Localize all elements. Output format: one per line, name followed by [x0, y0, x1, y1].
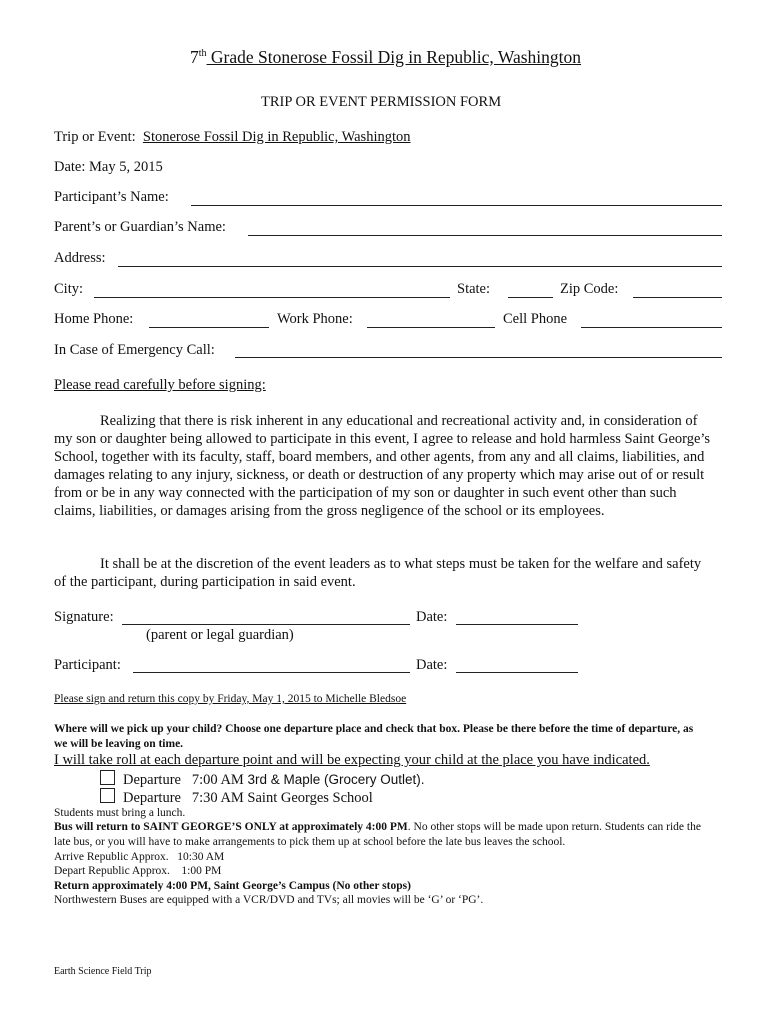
- lunch-note: Students must bring a lunch.: [54, 807, 186, 819]
- state-label: State:: [457, 281, 491, 297]
- waiver-paragraph-1: Realizing that there is risk inherent in any educational and recreational activity and, in consideration of my son or daughter being allowed to participate in this event, I agree to release and hold harmless Saint George’s School, together with its faculty, staff, board members, and other agents, from any and all claims, liabilities, and damages relating to any injury, sickness, or death or destruction of any property which may arise out of or result from or be in any way connected with the participation of my son or daughter in such event other than such claims, liabilities, or damages arising from the gross negligence of the school or its employees.: [54, 413, 711, 519]
- home-phone-field[interactable]: [149, 327, 269, 328]
- signature-date-label: Date:: [416, 609, 448, 625]
- departure-1-time: 7:00 AM: [191, 772, 244, 788]
- roll-note: I will take roll at each departure point and will be expecting your child at the place you have indicated.: [54, 752, 650, 768]
- zip-label: Zip Code:: [560, 281, 619, 297]
- footer-text: Earth Science Field Trip: [54, 966, 152, 977]
- address-field[interactable]: [118, 266, 722, 267]
- emergency-field[interactable]: [235, 357, 722, 358]
- return-time: Return approximately 4:00 PM, Saint George’s Campus (No other stops): [54, 880, 411, 892]
- departure-1-word: Departure: [123, 772, 181, 788]
- state-field[interactable]: [508, 297, 553, 298]
- waiver-heading: Please read carefully before signing:: [54, 377, 266, 393]
- parent-name-field[interactable]: [248, 235, 722, 236]
- bus-return-bold: Bus will return to SAINT GEORGE’S ONLY at approximately 4:00 PM: [54, 821, 408, 833]
- city-label: City:: [54, 281, 84, 297]
- participant-signature-field[interactable]: [133, 672, 410, 673]
- participant-label: Participant:: [54, 657, 121, 673]
- parent-note: (parent or legal guardian): [146, 627, 294, 643]
- depart-time: Depart Republic Approx. 1:00 PM: [54, 865, 222, 877]
- departure-2-checkbox[interactable]: [100, 788, 115, 803]
- home-phone-label: Home Phone:: [54, 311, 134, 327]
- departure-option-1[interactable]: [100, 770, 425, 789]
- parent-name-label: Parent’s or Guardian’s Name:: [54, 219, 226, 235]
- address-label: Address:: [54, 250, 106, 266]
- participant-date-field[interactable]: [456, 672, 578, 673]
- return-note: Please sign and return this copy by Friday, May 1, 2015 to Michelle Bledsoe: [54, 693, 407, 705]
- grade-number: 7: [190, 47, 199, 67]
- departure-option-2[interactable]: [100, 788, 373, 807]
- zip-field[interactable]: [633, 297, 722, 298]
- form-title: TRIP OR EVENT PERMISSION FORM: [261, 94, 502, 110]
- departure-1-place: 3rd & Maple (Grocery Outlet).: [247, 772, 425, 787]
- work-phone-label: Work Phone:: [277, 311, 353, 327]
- date-line: Date: May 5, 2015: [54, 159, 163, 175]
- signature-label: Signature:: [54, 609, 114, 625]
- page-title: [190, 47, 581, 68]
- city-field[interactable]: [94, 297, 450, 298]
- work-phone-field[interactable]: [367, 327, 495, 328]
- pickup-question: Where will we pick up your child? Choose one departure place and check that box. Please be there before the time of departure, as we will be leaving on time.: [54, 723, 694, 750]
- grade-suffix: th: [198, 48, 207, 60]
- signature-field[interactable]: [122, 624, 410, 625]
- trip-value: Stonerose Fossil Dig in Republic, Washington: [142, 129, 411, 145]
- cell-phone-field[interactable]: [581, 327, 722, 328]
- departure-1-checkbox[interactable]: [100, 770, 115, 785]
- title-text: Grade Stonerose Fossil Dig in Republic, Washington: [206, 47, 582, 67]
- participant-name-field[interactable]: [191, 205, 722, 206]
- bus-amenities: Northwestern Buses are equipped with a VCR/DVD and TVs; all movies will be ‘G’ or ‘PG’.: [54, 894, 484, 906]
- cell-phone-label: Cell Phone: [503, 311, 568, 327]
- participant-date-label: Date:: [416, 657, 448, 673]
- trip-row: [54, 129, 411, 146]
- waiver-paragraph-2: It shall be at the discretion of the event leaders as to what steps must be taken for the welfare and safety of the participant, during participation in said event.: [54, 556, 702, 590]
- bus-return-note: [54, 820, 718, 849]
- arrive-time: Arrive Republic Approx. 10:30 AM: [54, 851, 225, 863]
- departure-2-text: Departure 7:30 AM Saint Georges School: [123, 790, 373, 806]
- signature-date-field[interactable]: [456, 624, 578, 625]
- trip-label: Trip or Event:: [54, 129, 136, 145]
- bus-return-rest: . No other stops will be made upon return. Students can ride the late bus, or you will have to make arrangements to pick them up at school before the late bus leaves the school.: [54, 821, 701, 848]
- emergency-label: In Case of Emergency Call:: [54, 342, 215, 358]
- participant-name-label: Participant’s Name:: [54, 189, 169, 205]
